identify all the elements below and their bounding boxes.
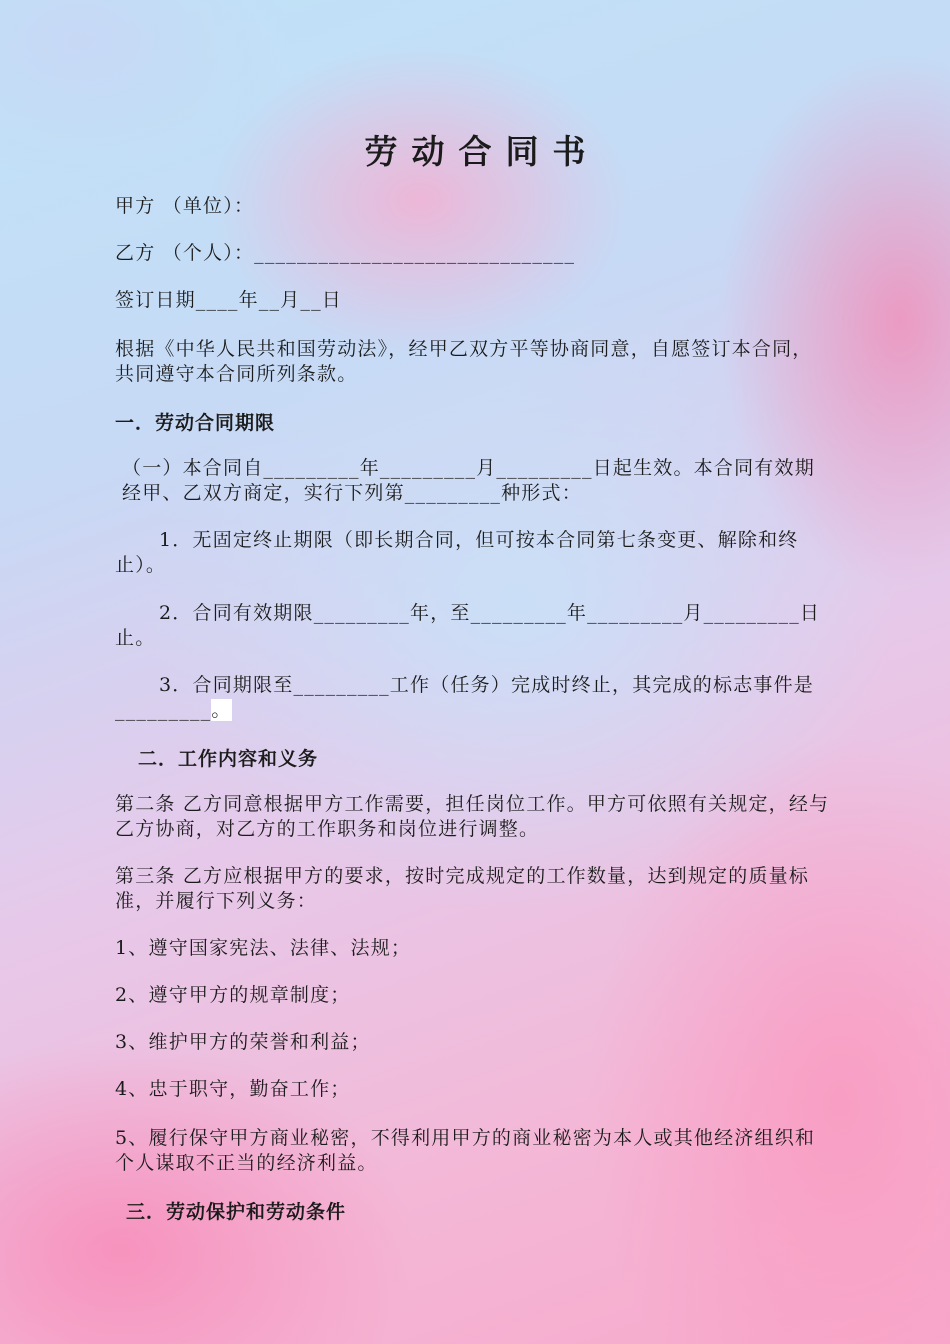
duty-item-4: 4、忠于职守，勤奋工作； — [115, 1078, 351, 1100]
party-b-line: 乙方 （个人）：______________________________ — [115, 242, 576, 264]
term-option-3-end: 。 — [211, 699, 232, 721]
sign-date-line: 签订日期____年__月__日 — [115, 289, 343, 311]
term-option-3 — [115, 673, 831, 723]
party-a-line: 甲方 （单位）： — [115, 195, 255, 217]
section-1-paragraph-1: （一）本合同自_________年_________月_________日起生效。本合同有效期经甲、乙双方商定，实行下列第_________种形式： — [122, 457, 815, 504]
term-option-2: 2．合同有效期限_________年，至_________年_________月_________日止。 — [115, 602, 821, 649]
section-3-title: 三．劳动保护和劳动条件 — [126, 1201, 347, 1223]
intro-paragraph: 根据《中华人民共和国劳动法》，经甲乙双方平等协商同意，自愿签订本合同，共同遵守本合同所列条款。 — [115, 338, 813, 385]
duty-item-1: 1、遵守国家宪法、法律、法规； — [115, 937, 412, 959]
document-title: 劳动合同书 — [364, 132, 600, 171]
article-3-paragraph: 第三条 乙方应根据甲方的要求，按时完成规定的工作数量，达到规定的质量标准，并履行下列义务： — [115, 865, 810, 912]
term-option-1: 1．无固定终止期限（即长期合同，但可按本合同第七条变更、解除和终止）。 — [115, 529, 799, 576]
duty-item-5: 5、履行保守甲方商业秘密，不得利用甲方的商业秘密为本人或其他经济组织和个人谋取不正当的经济利益。 — [115, 1127, 816, 1174]
duty-item-2: 2、遵守甲方的规章制度； — [115, 984, 351, 1006]
section-1-title: 一．劳动合同期限 — [115, 412, 276, 434]
duty-item-3: 3、维护甲方的荣誉和利益； — [115, 1031, 371, 1053]
section-2-title: 二．工作内容和义务 — [138, 748, 319, 770]
term-option-3-text: 3．合同期限至_________工作（任务）完成时终止，其完成的标志事件是_________ — [115, 674, 814, 721]
article-2-paragraph: 第二条 乙方同意根据甲方工作需要，担任岗位工作。甲方可依照有关规定，经与乙方协商，对乙方的工作职务和岗位进行调整。 — [115, 793, 830, 840]
